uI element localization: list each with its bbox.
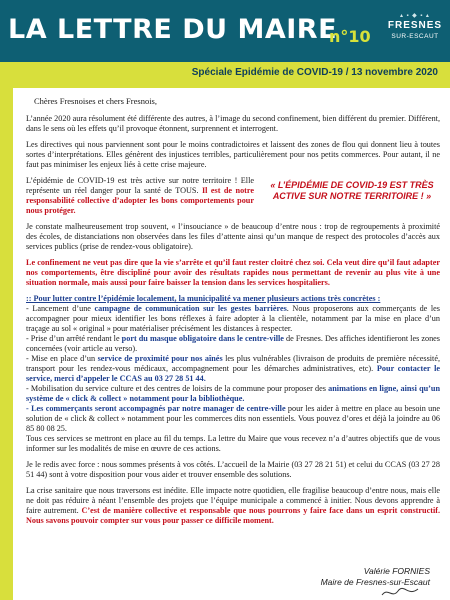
actions-list bbox=[26, 294, 440, 454]
salutation: Chères Fresnoises et chers Fresnois, bbox=[34, 96, 157, 106]
decorative-sidebar bbox=[0, 88, 13, 600]
action-3-emphasis: service de proximité pour nos aînés bbox=[97, 354, 223, 363]
action-2-emphasis: port du masque obligatoire dans le centre-ville bbox=[121, 334, 284, 343]
paragraph-8 bbox=[26, 486, 440, 526]
issue-number: n°10 bbox=[329, 27, 371, 46]
paragraph-1: L’année 2020 aura résolument été différente des autres, à l’image du second confinement, bien différent du premier. Différent, dans le sens où les effets qu’il provoque étonnent, surprennent et interrogent. bbox=[26, 114, 440, 133]
subtitle-band bbox=[0, 62, 450, 88]
action-2-a: - Prise d’un arrêté rendant le bbox=[26, 334, 122, 343]
newsletter-header bbox=[0, 0, 450, 62]
paragraph-5: Le confinement ne veut pas dire que la vie s’arrête et qu’il faut rester cloitré chez soi. Cela veut dire qu’il faut adapter nos comportements, être discipliné pour avoir des résultats rapides nous permettant de revenir au plus vite à une situation normale, mais aussi pour faire baisser la tension dans les services hospitaliers. bbox=[26, 258, 440, 287]
signature-block bbox=[0, 566, 430, 588]
logo-marks-icon: ▴ ▪ ◆ ▪ ▴ bbox=[400, 13, 430, 19]
letter-body bbox=[26, 96, 440, 532]
subtitle-text: Spéciale Epidémie de COVID-19 / 13 novembre 2020 bbox=[191, 67, 438, 78]
action-3-a: - Mise en place d’un bbox=[26, 354, 98, 363]
paragraph-3 bbox=[26, 176, 254, 216]
newsletter-title: LA LETTRE DU MAIRE bbox=[8, 14, 338, 45]
action-2-b: de Fresnes. Des affiches identifieront les zones concernées (voir article au verso). bbox=[26, 334, 440, 353]
action-1-a: - Lancement d’une bbox=[26, 304, 95, 313]
paragraph-3-emphasis: Il est de notre responsabilité collective d’adopter les bons comportements pour nous protéger. bbox=[26, 186, 255, 215]
pull-quote: « L’ÉPIDÉMIE DE COVID-19 EST TRÈS ACTIVE SUR NOTRE TERRITOIRE ! » bbox=[270, 180, 434, 201]
signature-role: Maire de Fresnes-sur-Escaut bbox=[320, 577, 430, 587]
paragraph-6: Tous ces services se mettront en place au fil du temps. La lettre du Maire que vous recevez n’a d’autres objectifs que de vous informer sur les modalités de mise en œuvre de ces actions. bbox=[26, 434, 440, 453]
action-3-contact: Pour contacter le service, merci d’appeler le CCAS au 03 27 28 51 44. bbox=[26, 364, 441, 383]
action-3-b: les plus vulnérables (livraison de produits de première nécessité, transport pour les rendez-vous médicaux, accompagnement pour les démarches administratives, etc). bbox=[26, 354, 441, 373]
action-5-emphasis: - Les commerçants seront accompagnés par notre manager de centre-ville bbox=[26, 404, 286, 413]
paragraph-4: Je constate malheureusement trop souvent, « l’insouciance » de beaucoup d’entre nous : trop de regroupements à proximité des écoles, de distanciations non observées dans les files d’attente ainsi qu’un manque de respect des protocoles d’accès aux services publics (prise de rendez-vous obligatoire). bbox=[26, 222, 440, 251]
action-1-b: . Nous proposerons aux commerçants de les accompagner pour mieux identifier les bons réflexes à faire adopter à la clientèle, notamment par la mise en place d’un traçage au sol « original » pour matérialiser précisément les distances à respecter. bbox=[26, 304, 440, 333]
paragraph-3-text: L’épidémie de COVID-19 est très active sur notre territoire ! Elle représente un réel danger pour la santé de TOUS. bbox=[26, 176, 254, 195]
action-5-b: pour les aider à mettre en place au besoin une solution de « click & collect » notamment pour les commerces dits non essentiels. Vous pouvez d’ores et déjà la joindre au 06 85 80 08 25. bbox=[26, 404, 440, 433]
paragraph-8-emphasis: C’est de manière collective et responsable que nous pourrons y faire face dans un esprit constructif. Nous savons pouvoir compter sur vous pour passer ce difficile moment. bbox=[26, 506, 440, 525]
handwritten-signature-icon bbox=[380, 585, 420, 600]
paragraph-8-text: La crise sanitaire que nous traversons est inédite. Elle impacte notre quotidien, elle fragilise beaucoup d’entre nous, mais elle ne doit pas réduire à néant l’ensemble des projets que l’équipe municipale a commencé à initier. Nous devons apprendre à faire autrement. bbox=[26, 486, 440, 515]
paragraph-7: Je le redis avec force : nous sommes présents à vos côtés. L’accueil de la Mairie (03 27 28 21 51) et celui du CCAS (03 27 28 51 44) sont à votre disposition pour vous aider et trouver ensemble des solutions. bbox=[26, 460, 440, 479]
action-4-a: - Mobilisation du service culture et des centres de loisirs de la commune pour proposer des bbox=[26, 384, 329, 393]
logo-town-sub: SUR-ESCAUT bbox=[391, 33, 439, 40]
paragraph-3-block bbox=[26, 176, 440, 222]
action-4-emphasis: animations en ligne, ainsi qu’un système de « click & collect » notamment pour la bibliothèque. bbox=[26, 384, 441, 403]
actions-title: :: Pour lutter contre l’épidémie localement, la municipalité va mener plusieurs actions très concrètes : bbox=[26, 294, 381, 303]
logo-town-name: FRESNES bbox=[387, 20, 443, 31]
paragraph-2: Les directives qui nous parviennent sont pour le moins contradictoires et laissent des zones de flou qui donnent lieu à toutes sortes d’interprétations. Elles génèrent des injustices terribles, particulièrement pour nos petits commerces. Pour autant, il ne faut pas minimiser les enjeux liés à cette crise majeure. bbox=[26, 140, 440, 169]
town-logo bbox=[385, 12, 445, 42]
signature-name: Valérie FORNIES bbox=[363, 566, 430, 576]
action-1-emphasis: campagne de communication sur les gestes barrières bbox=[94, 304, 287, 313]
